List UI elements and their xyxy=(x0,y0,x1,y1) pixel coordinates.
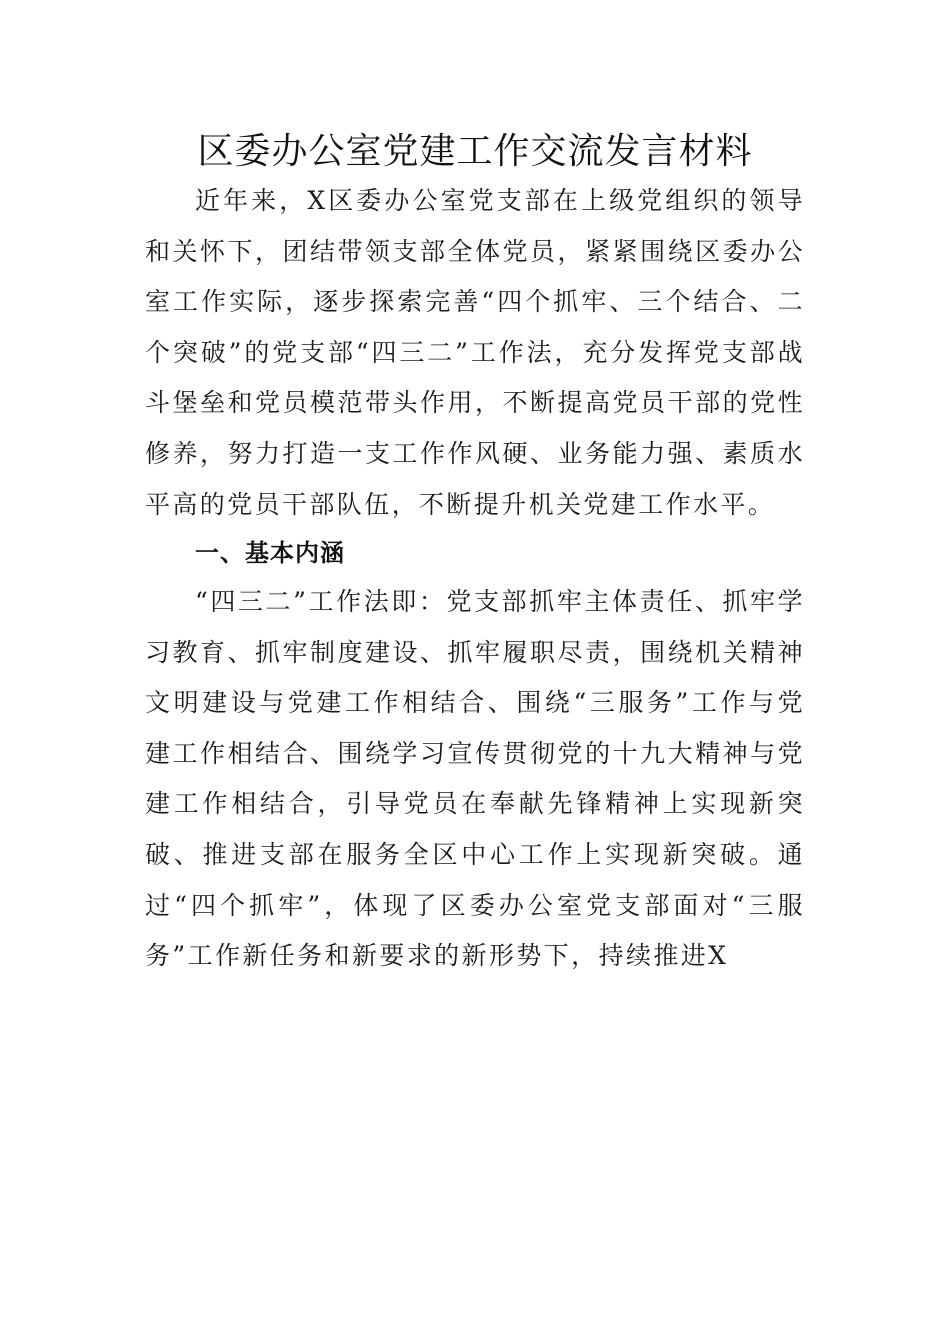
intro-paragraph: 近年来，X区委办公室党支部在上级党组织的领导和关怀下，团结带领支部全体党员，紧紧围绕区委办公室工作实际，逐步探索完善“四个抓牢、三个结合、二个突破”的党支部“四三二”工作法，充分发挥党支部战斗堡垒和党员模范带头作用，不断提高党员干部的党性修养，努力打造一支工作作风硬、业务能力强、素质水平高的党员干部队伍，不断提升机关党建工作水平。 xyxy=(145,186,805,519)
content-paragraph: “四三二”工作法即：党支部抓牢主体责任、抓牢学习教育、抓牢制度建设、抓牢履职尽责，围绕机关精神文明建设与党建工作相结合、围绕“三服务”工作与党建工作相结合、围绕学习宣传贯彻党的十九大精神与党建工作相结合，引导党员在奉献先锋精神上实现新突破、推进支部在服务全区中心工作上实现新突破。通过“四个抓牢”，体现了区委办公室党支部面对“三服务”工作新任务和新要求的新形势下，持续推进X xyxy=(145,587,805,971)
section-heading: 一、基本内涵 xyxy=(195,539,345,567)
document-title: 区委办公室党建工作交流发言材料 xyxy=(197,131,753,172)
